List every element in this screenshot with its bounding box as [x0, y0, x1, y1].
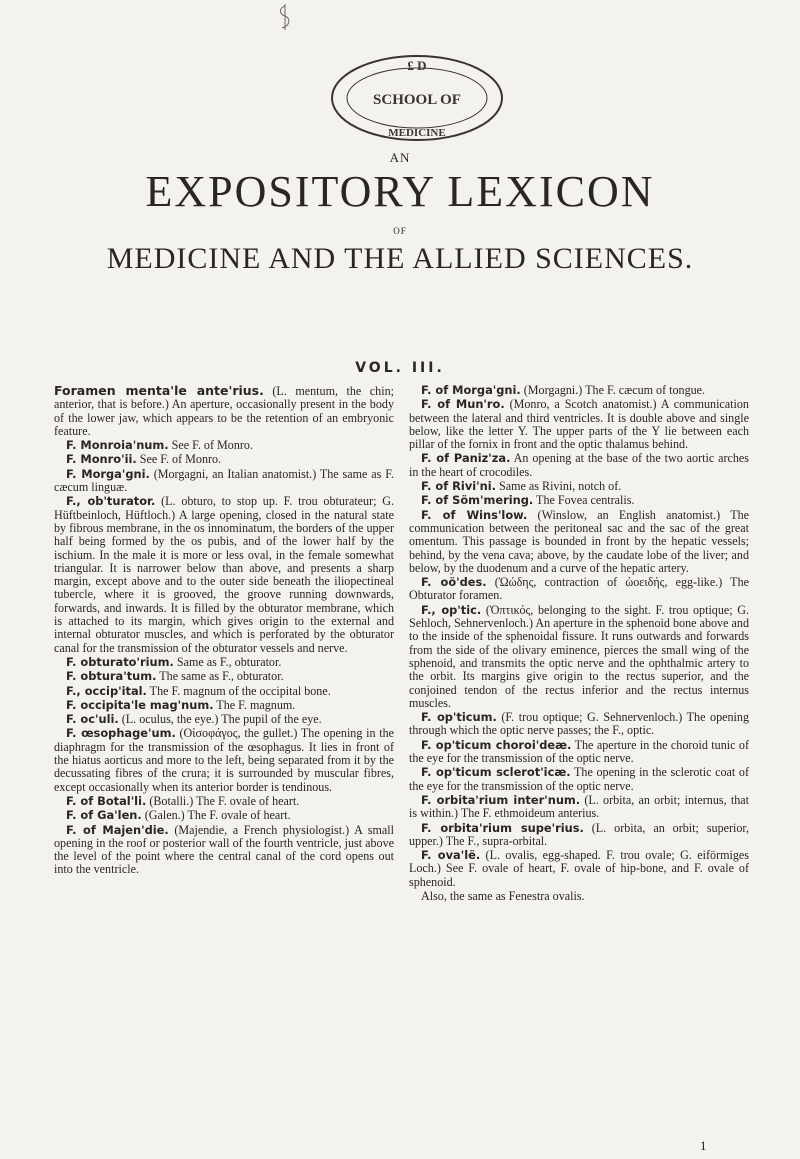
dictionary-entry: [409, 384, 749, 397]
entry-definition: (Monro, a Scotch anatomist.) A communication between the lateral and third ventricles. It is double above and single below, like the letter Y. The upper parts of the Y lie between each pillar of the fornix in front and the optic thalamus behind.: [409, 397, 749, 452]
entry-headword: F., op'tic.: [421, 602, 482, 617]
entry-headword: F. oö'des.: [421, 575, 487, 590]
page-number: 1: [700, 1138, 707, 1153]
entry-headword: F. of Botal'li.: [66, 793, 147, 808]
library-stamp: [328, 52, 506, 144]
entry-definition: The same as F., obturator.: [156, 669, 284, 684]
right-column: [409, 384, 749, 904]
entry-definition: See F. of Monro.: [136, 452, 222, 467]
entry-definition: See F. of Monro.: [168, 438, 253, 453]
title-block: [0, 150, 800, 276]
entry-headword: F. Morga'gni.: [66, 466, 150, 481]
dictionary-entry: [409, 711, 749, 738]
dictionary-entry: [409, 494, 749, 507]
pencil-mark: [276, 4, 294, 30]
entry-definition: Also, the same as Fenestra ovalis.: [421, 888, 585, 903]
entry-headword: F. of Majen'die.: [66, 822, 169, 837]
dictionary-entry: [409, 822, 749, 849]
entry-definition: The opening in the sclerotic coat of the eye for the transmission of the optic nerve.: [409, 765, 749, 793]
entry-definition: Same as Rivini, notch of.: [495, 479, 622, 494]
entry-definition: (Galen.) The F. ovale of heart.: [141, 808, 291, 823]
dictionary-entry: [409, 452, 749, 479]
entry-definition: (L. mentum, the chin; anterior, that is before.) An aperture, occasionally present in the body of the lower jaw, which appears to be the retention of an embryonic feature.: [54, 384, 394, 438]
stamp-bottom-text: MEDICINE: [388, 127, 446, 139]
entry-headword: F. obtura'tum.: [66, 669, 157, 684]
entry-headword: F. op'ticum sclerot'icæ.: [421, 765, 571, 780]
entry-definition: Same as F., obturator.: [173, 654, 282, 669]
stamp-middle-text: SCHOOL OF: [373, 92, 461, 108]
dictionary-entry: [54, 824, 394, 877]
entry-definition: (Οἰσοφάγος, the gullet.) The opening in the diaphragm for the transmission of the œsophagus. It lies in front of the hiatus aorticus and more to the left, being separated from it by the decussating fibres of the crura; it is surrounded by muscular fibres, except occasionally when its anterior border is tendinous.: [54, 726, 395, 794]
entry-definition: (L. orbita, an orbit; superior, upper.) The F., supra-orbital.: [409, 820, 749, 848]
entry-headword: F. of Morga'gni.: [421, 383, 521, 397]
entry-headword: F. ova'lë.: [421, 848, 481, 863]
entry-headword: F. œsophage'um.: [66, 726, 176, 741]
entry-definition: An opening at the base of the two aortic arches in the heart of crocodiles.: [409, 451, 749, 479]
entry-definition: (Morgagni, an Italian anatomist.) The same as F. cæcum linguæ.: [54, 466, 394, 495]
entry-definition: (L. oculus, the eye.) The pupil of the eye.: [118, 712, 322, 727]
dictionary-entry: [54, 713, 394, 726]
dictionary-entry: [54, 670, 394, 683]
entry-headword: F. of Wins'low.: [421, 507, 528, 522]
entry-definition: (Winslow, an English anatomist.) The communication between the peritoneal sac and the sac of the great omentum. This passage is bounded in front by the hepatic vessels; behind, by the vena cava; above, by the caudate lobe of the liver; and below, by the duodenum and a curve of the hepatic artery.: [409, 507, 750, 575]
dictionary-entry: [54, 795, 394, 808]
book-title: EXPOSITORY LEXICON: [145, 167, 655, 216]
entry-headword: F. of Söm'mering.: [421, 493, 534, 508]
entry-headword: F. op'ticum choroi'deæ.: [421, 737, 572, 752]
dictionary-entry: [409, 890, 749, 903]
dictionary-entry: [409, 398, 749, 451]
dictionary-entry: [54, 468, 394, 495]
entry-headword: F. orbita'rium supe'rius.: [421, 820, 584, 835]
entry-headword: F. orbita'rium inter'num.: [421, 792, 581, 807]
entry-definition: The F. magnum of the occipital bone.: [146, 683, 331, 698]
entry-headword: F. of Ga'len.: [66, 808, 142, 823]
volume-label: VOL. III.: [355, 360, 445, 376]
dictionary-entry: [54, 384, 394, 438]
entry-definition: (L. orbita, an orbit; internus, that is within.) The F. ethmoideum anterius.: [409, 792, 749, 821]
entry-definition: (Ὀπτικός, belonging to the sight. F. trou optique; G. Sehloch, Sehnervenloch.) An aperture in the sphenoid bone above and to the inside of the sphenoidal fissure. It runs outwards and forwards from the side of the olivary eminence, pierces the small wing of the sphenoid, and transmits the optic nerve and the ophthalmic artery to the orbit. Its margins give origin to the rectus superior, and the conjoined tendon of the rectus inferior and the rectus internus muscles.: [409, 602, 749, 710]
entry-definition: (L. ovalis, egg-shaped. F. trou ovale; G. eiförmiges Loch.) See F. ovale of heart, F. ovale of hip-bone, and F. ovale of sphenoid.: [409, 848, 750, 889]
entry-definition: (L. obturo, to stop up. F. trou obturateur; G. Hüftbeinloch, Hüftloch.) A large opening, closed in the natural state by fibrous membrane, in the os innominatum, the borders of the upper half being formed by the os pubis, and of the lower half by the ischium. In the male it is more or less oval, in the female somewhat triangular. It is narrower below than above, and presents a sharp margin, except above and to the outer side beneath the iliopectineal tubercle, where it is grooved, the groove running downwards, forwards, and inwards. It is filled by the obturator membrane, which is attached to its margin, which gives origin to the external and internal obturator muscles, and which is perforated by the obturator canal for the transmission of the obturator vessels and nerve.: [54, 494, 394, 655]
entry-headword: F. op'ticum.: [421, 710, 497, 725]
entry-headword: F. occipita'le mag'num.: [66, 697, 214, 712]
dictionary-entry: [409, 849, 749, 889]
entry-headword: F. Monroia'num.: [66, 438, 169, 453]
entry-definition: (Morgagni.) The F. cæcum of tongue.: [520, 383, 706, 397]
dictionary-entry: [54, 495, 394, 655]
dictionary-entry: [409, 576, 749, 603]
dictionary-entry: [54, 699, 394, 712]
dictionary-entry: [409, 766, 749, 793]
entry-headword: Foramen menta'le ante'rius.: [54, 383, 264, 398]
entry-headword: F., occip'ital.: [66, 683, 147, 698]
dictionary-entry: [409, 604, 749, 710]
entry-definition: The F. magnum.: [213, 697, 296, 712]
dictionary-entry: [54, 809, 394, 822]
dictionary-entry: [409, 480, 749, 493]
entry-definition: (Majendie, a French physiologist.) A small opening in the roof or posterior wall of the fourth ventricle, just above the level of the point where the central canal of the cord opens out into the ventricle.: [54, 822, 394, 877]
entry-definition: (F. trou optique; G. Sehnervenloch.) The opening through which the optic nerve passes; the F., optic.: [409, 710, 749, 738]
entry-definition: (Botalli.) The F. ovale of heart.: [146, 793, 300, 808]
entry-headword: F. Monro'ii.: [66, 452, 137, 467]
dictionary-entry: [54, 439, 394, 452]
title-an: AN: [389, 150, 411, 165]
dictionary-entry: [54, 727, 394, 793]
dictionary-entry: [409, 794, 749, 821]
entry-headword: F. of Rivi'ni.: [421, 479, 496, 494]
entry-headword: F. oc'uli.: [66, 712, 119, 727]
entry-headword: F. of Mun'ro.: [421, 397, 505, 412]
entry-definition: The Fovea centralis.: [533, 493, 635, 508]
entry-headword: F. of Paniz'za.: [421, 451, 511, 466]
left-column: [54, 384, 394, 878]
dictionary-entry: [54, 656, 394, 669]
entry-headword: F. obturato'rium.: [66, 654, 174, 669]
dictionary-entry: [409, 509, 749, 575]
book-subtitle: MEDICINE AND THE ALLIED SCIENCES.: [106, 242, 694, 275]
dictionary-entry: [54, 453, 394, 466]
dictionary-entry: [54, 685, 394, 698]
title-of: OF: [393, 226, 407, 236]
stamp-top-text: £ D: [407, 58, 427, 73]
entry-definition: The aperture in the choroid tunic of the eye for the transmission of the optic nerve.: [409, 737, 749, 766]
entry-definition: (Ὠώδης, contraction of ὠοειδής, egg-like.) The Obturator foramen.: [409, 575, 749, 603]
dictionary-entry: [409, 739, 749, 766]
entry-headword: F., ob'turator.: [66, 494, 156, 509]
